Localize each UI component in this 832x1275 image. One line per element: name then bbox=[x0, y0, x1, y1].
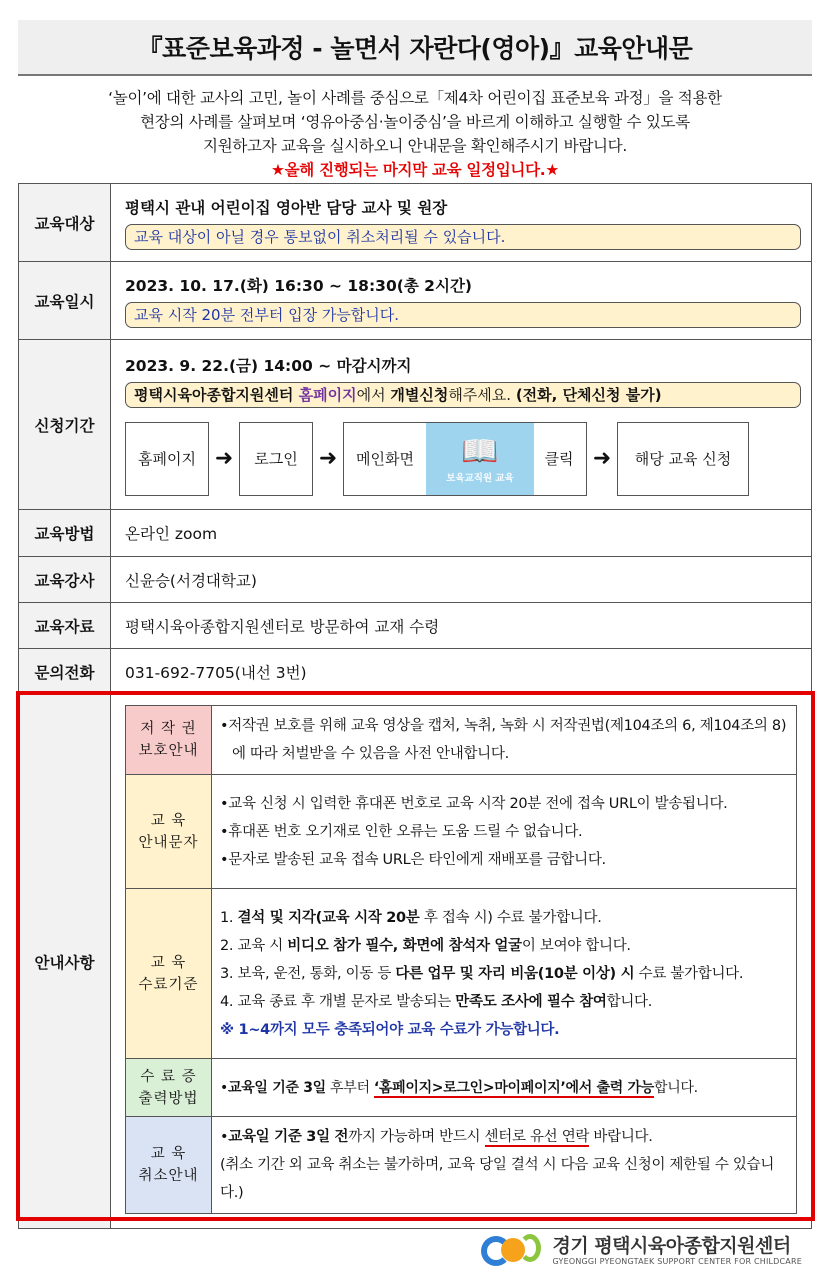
row-instructor: 교육강사 신윤승(서경대학교) bbox=[19, 557, 812, 603]
notice-completion: 교 육 수료기준 1. 결석 및 지각(교육 시작 20분 후 접속 시) 수료 불가합니다. 2. 교육 시 비디오 참가 필수, 화면에 참석자 얼굴이 보여야 합니다. 3. 보육, 운전, 통화, 이동 등 다른 업무 및 자리 비움(10분 이상) 시 수료 불가합니다. 4. 교육 종료 후 개별 문자로 발송되는 만족도 조사에 필수 참여합니다. ※ 1~4까지 모두 충족되어야 교육 수료가 가능합니다. bbox=[126, 889, 797, 1059]
info-table bbox=[18, 183, 812, 1229]
row-datetime: 교육일시 2023. 10. 17.(화) 16:30 ~ 18:30(총 2시간) 교육 시작 20분 전부터 입장 가능합니다. bbox=[19, 262, 812, 340]
intro-text: ‘놀이’에 대한 교사의 고민, 놀이 사례를 중심으로「제4차 어린이집 표준보육 과정」을 적용한 현장의 사례를 살펴보며 ‘영유아중심·놀이중심’을 바르게 이해하고 실행할 수 있도록 지원하고자 교육을 실시하오니 안내문을 확인해주시기 바랍니다. ★올해 진행되는 마지막 교육 일정입니다.★ bbox=[18, 86, 812, 182]
org-name-en: GYEONGGI PYEONGTAEK SUPPORT CENTER FOR CHILDCARE bbox=[552, 1256, 802, 1266]
notice-table bbox=[125, 705, 797, 1214]
notice-certificate: 수 료 증 출력방법 •교육일 기준 3일 후부터 ‘홈페이지>로그인>마이페이지’에서 출력 가능합니다. bbox=[126, 1059, 797, 1117]
book-icon: 📖 bbox=[461, 433, 499, 469]
flow-step-homepage: 홈페이지 bbox=[125, 422, 209, 496]
footer-logo bbox=[481, 1230, 803, 1270]
page-title: 『표준보육과정 - 놀면서 자란다(영아)』교육안내문 bbox=[18, 20, 812, 76]
flow-step-login: 로그인 bbox=[239, 422, 313, 496]
row-material: 교육자료 평택시육아종합지원센터로 방문하여 교재 수령 bbox=[19, 603, 812, 649]
teacher-education-banner: 📖 보육교직원 교육 bbox=[426, 423, 534, 495]
notice-cancel: 교 육 취소안내 •교육일 기준 3일 전까지 가능하며 반드시 센터로 유선 연락 바랍니다. (취소 기간 외 교육 취소는 불가하며, 교육 당일 결석 시 다음 교육 신청이 제한될 수 있습니다.) bbox=[126, 1117, 797, 1214]
notice-sms: 교 육 안내문자 •교육 신청 시 입력한 휴대폰 번호로 교육 시작 20분 전에 접속 URL이 발송됩니다. •휴대폰 번호 오기재로 인한 오류는 도움 드릴 수 없습니다. •문자로 발송된 교육 접속 URL은 타인에게 재배포를 금합니다. bbox=[126, 775, 797, 889]
notice-copyright: 저 작 권 보호안내 •저작권 보호를 위해 교육 영상을 캡처, 녹취, 녹화 시 저작권법(제104조의 6, 제104조의 8)에 따라 처벌받을 수 있음을 사전 안내합니다. bbox=[126, 706, 797, 775]
completion-requirement-note: ※ 1~4까지 모두 충족되어야 교육 수료가 가능합니다. bbox=[220, 1021, 560, 1038]
arrow-right-icon: ➜ bbox=[318, 446, 338, 471]
flow-step-apply: 해당 교육 신청 bbox=[617, 422, 749, 496]
datetime-note: 교육 시작 20분 전부터 입장 가능합니다. bbox=[125, 302, 801, 328]
last-session-notice: ★올해 진행되는 마지막 교육 일정입니다.★ bbox=[271, 161, 559, 179]
apply-flow bbox=[125, 422, 801, 496]
row-notice: 안내사항 저 작 권 보호안내 •저작권 보호를 위해 교육 영상을 캡처, 녹취, 녹화 시 저작권법(제104조의 6, 제104조의 8)에 따라 처벌받을 수 있음을 사전 안내합니다. 교 육 안내문자 •교육 신청 시 입력한 휴대폰 번호로 교육 시작 20분 전에 접속 URL이 발송됩니다. •휴대폰 번호 오기재로 인한 오류는 도움 드릴 수 없습니다. •문자로 발송된 교육 접속 URL은 타인에게 재배포를 금합니다. 교 육 수료기준 1. 결석 및 지각(교육 시작 20분 후 접속 시) 수료 불가합니다. 2. 교육 시 비디오 참가 필수, 화면에 참석자 얼굴이 보여야 합니다. 3. 보육, 운전, 통화, 이동 등 다른 업무 및 자리 비움(10분 이상) 시 수료 불가합니다. 4. 교육 종료 후 개별 문자로 발송되는 만족도 조사에 필수 참여합니다. ※ 1~4까지 모두 충족되어야 교육 수료가 가능합니다. 수 료 증 출력방법 •교육일 기준 3일 후부터 ‘홈페이지>로그인>마이페이지’에서 출력 가능합니다. 교 육 취소안내 •교육일 기준 3일 전까지 가능하며 반드시 센터로 유선 연락 바랍니다. (취소 기간 외 교육 취소는 불가하며, 교육 당일 결석 시 다음 교육 신청이 제한될 수 있습니다.) bbox=[19, 695, 812, 1229]
org-name: 경기 평택시육아종합지원센터 bbox=[552, 1234, 791, 1257]
apply-note: 평택시육아종합지원센터 홈페이지에서 개별신청해주세요. (전화, 단체신청 불가) bbox=[125, 382, 801, 408]
row-method: 교육방법 온라인 zoom bbox=[19, 510, 812, 557]
target-note: 교육 대상이 아닐 경우 통보없이 취소처리될 수 있습니다. bbox=[125, 224, 801, 250]
center-logo-icon bbox=[481, 1230, 545, 1270]
row-apply: 신청기간 2023. 9. 22.(금) 14:00 ~ 마감시까지 평택시육아종합지원센터 홈페이지에서 개별신청해주세요. (전화, 단체신청 불가) 홈페이지 ➜ 로그인 ➜ 메인화면 📖 보육교직원 교육 클릭 ➜ 해당 교육 신청 bbox=[19, 340, 812, 510]
arrow-right-icon: ➜ bbox=[592, 446, 612, 471]
flow-step-main: 메인화면 📖 보육교직원 교육 클릭 bbox=[343, 422, 587, 496]
arrow-right-icon: ➜ bbox=[214, 446, 234, 471]
row-contact: 문의전화 031-692-7705(내선 3번) bbox=[19, 649, 812, 695]
row-target: 교육대상 평택시 관내 어린이집 영아반 담당 교사 및 원장 교육 대상이 아닐 경우 통보없이 취소처리될 수 있습니다. bbox=[19, 184, 812, 262]
